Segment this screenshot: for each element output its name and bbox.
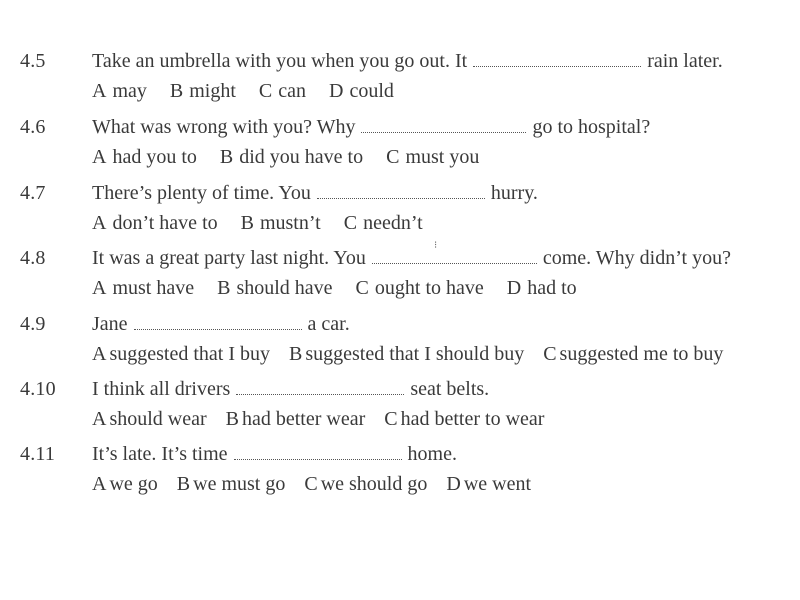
question-stem [92,180,538,206]
option-a: A don’t have to [92,212,218,234]
question-number: 4.11 [20,443,56,465]
option-b: B suggested that I should buy [288,343,525,365]
stem-text-before: There’s plenty of time. You [92,182,311,204]
answer-options [92,406,558,432]
stem-text-before: It’s late. It’s time [92,443,228,465]
option-c: C we should go [304,473,428,495]
stem-text-before: Jane [92,313,128,335]
option-a: A suggested that I buy [92,343,270,365]
stem-text-after: home. [407,443,457,465]
question-4-10 [0,376,800,438]
option-b: B might [169,80,236,102]
answer-blank [361,118,526,133]
answer-blank [317,184,485,199]
stem-text-after: come. Why didn’t you? [542,247,731,269]
question-stem [92,376,489,402]
question-4-7 [0,180,800,242]
option-b: B should have [217,277,333,299]
option-b: B did you have to [219,146,364,168]
stray-mark: ⁝ [434,240,438,251]
answer-options [92,341,737,367]
answer-options [92,275,577,301]
option-a: A should wear [92,408,207,430]
stem-text-after: rain later. [647,50,723,72]
question-4-8 [0,245,800,307]
answer-blank [473,52,641,67]
question-stem [92,311,350,337]
option-d: D we went [446,473,532,495]
option-a: A we go [92,473,158,495]
stem-text-after: hurry. [490,182,538,204]
question-stem [92,441,457,467]
stem-text-after: seat belts. [410,378,490,400]
option-b: B we must go [176,473,286,495]
option-b: B had better wear [225,408,366,430]
option-a: A may [92,80,147,102]
stem-text-after: a car. [307,313,350,335]
option-d: D had to [506,277,577,299]
option-b: B mustn’t [240,212,321,234]
stem-text-before: Take an umbrella with you when you go out. It [92,50,468,72]
question-4-5 [0,48,800,110]
question-stem [92,245,731,271]
question-number: 4.5 [20,50,46,72]
option-a: A must have [92,277,195,299]
option-c: C must you [386,146,480,168]
question-4-6 [0,114,800,176]
option-a: A had you to [92,146,197,168]
question-number: 4.10 [20,378,56,400]
option-c: C had better to wear [384,408,545,430]
stem-text-after: go to hospital? [532,116,651,138]
option-c: C needn’t [343,212,423,234]
question-stem [92,114,650,140]
option-d: D could [329,80,394,102]
answer-options [92,210,423,236]
option-c: C can [258,80,307,102]
answer-options [92,144,479,170]
question-4-11 [0,441,800,503]
answer-blank [236,380,404,395]
answer-blank [372,249,537,264]
stem-text-before: I think all drivers [92,378,231,400]
option-c: C ought to have [355,277,484,299]
stem-text-before: It was a great party last night. You [92,247,366,269]
answer-options [92,471,545,497]
question-stem [92,48,723,74]
answer-blank [134,315,302,330]
question-number: 4.9 [20,313,46,335]
option-c: C suggested me to buy [543,343,724,365]
question-number: 4.7 [20,182,46,204]
answer-options [92,78,394,104]
question-number: 4.8 [20,247,46,269]
stem-text-before: What was wrong with you? Why [92,116,356,138]
question-number: 4.6 [20,116,46,138]
question-4-9 [0,311,800,373]
answer-blank [234,445,402,460]
